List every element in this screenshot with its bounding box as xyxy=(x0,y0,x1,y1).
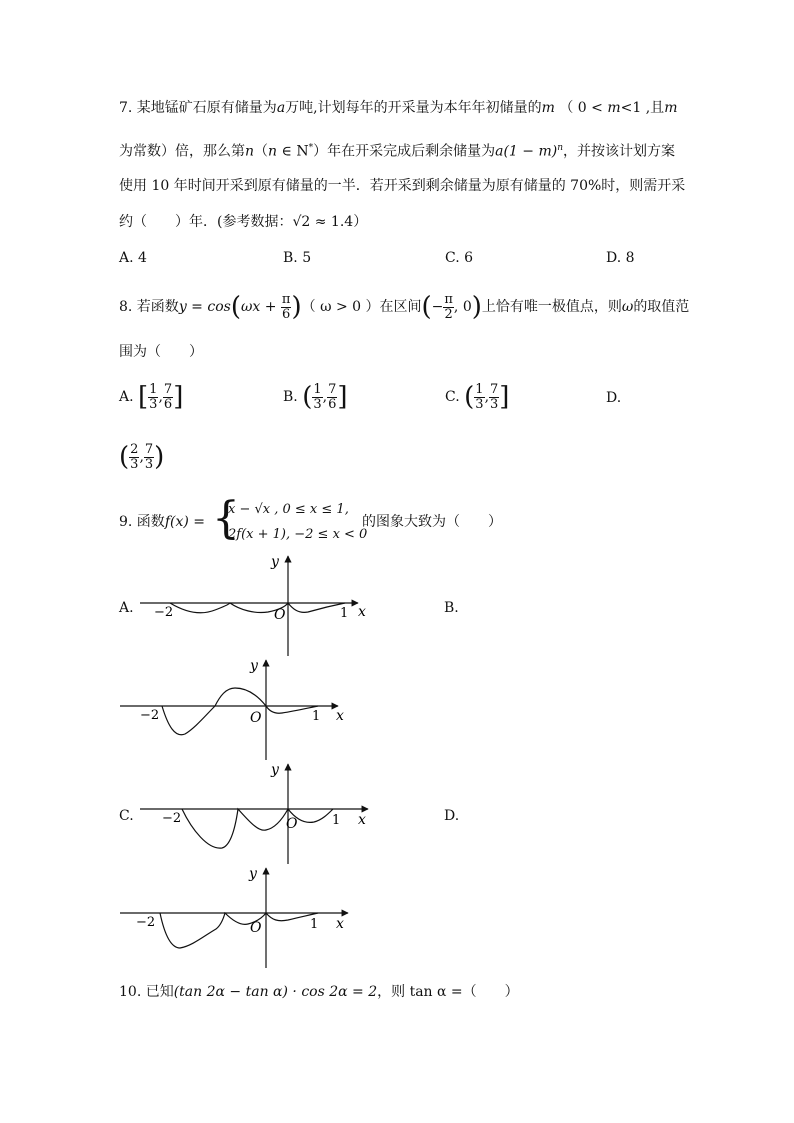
q9-stem-suffix: 的图象大致为（ ） xyxy=(362,514,502,530)
curve xyxy=(162,688,321,735)
q9-graph-d[interactable] xyxy=(120,864,360,972)
curve xyxy=(170,603,345,613)
origin-label: O xyxy=(286,816,298,832)
curve xyxy=(160,913,318,948)
origin-label: O xyxy=(250,710,262,726)
tick-1: 1 xyxy=(340,606,349,621)
origin-label: O xyxy=(274,607,286,623)
q7-line3: 使用 10 年时间开采到原有储量的一半．若开采到剩余储量为原有储量的 70%时，则需开采 xyxy=(119,178,686,194)
q9-option-a-label[interactable]: A. xyxy=(119,600,134,616)
tick-neg2: −2 xyxy=(162,811,182,826)
q7-line4: 约（ ）年．(参考数据：√2 ≈ 1.4） xyxy=(119,214,368,230)
y-label: y xyxy=(271,762,279,778)
q9-option-b-label[interactable]: B. xyxy=(444,600,459,616)
q8-option-d-label[interactable]: D. xyxy=(606,390,622,406)
q9-stem-prefix: 9. 函数f(x) = xyxy=(119,514,205,530)
y-label: y xyxy=(249,866,257,882)
q8-option-b[interactable]: B. ( $\frac{1}{3}$ , $\frac{7}{6}$ ] xyxy=(283,381,348,412)
x-label: x xyxy=(336,916,344,932)
q9-case2: 2f(x + 1), −2 ≤ x < 0 xyxy=(228,527,368,542)
q10-line: 10. 已知(tan 2α − tan α) · cos 2α = 2，则 tan α =（ ） xyxy=(119,984,519,1000)
tick-1: 1 xyxy=(310,917,319,932)
y-label: y xyxy=(271,554,279,570)
tick-neg2: −2 xyxy=(140,708,160,723)
q8-option-a[interactable]: A. [ $\frac{1}{3}$ , $\frac{7}{6}$ ] xyxy=(119,381,184,412)
x-label: x xyxy=(336,708,344,724)
q8-line2: 围为（ ） xyxy=(119,344,203,360)
q7-option-a[interactable]: A. 4 xyxy=(119,250,147,266)
q8-line1: 8. 若函数y = cos(ωx + $\frac{\pi}{6}$ )（ ω > 0 ）在区间(− $\frac{\pi}{2}$ , 0)上恰有唯一极值点，则ω的取值范 xyxy=(119,291,690,322)
q9-graph-b[interactable] xyxy=(120,656,360,766)
q9-option-d-label[interactable]: D. xyxy=(444,808,460,824)
q8-pi-over-2: $\frac{\pi}{2}$ xyxy=(444,291,453,322)
q8-option-c[interactable]: C. ( $\frac{1}{3}$ , $\frac{7}{3}$ ] xyxy=(445,381,510,412)
q9-case1: x − √x , 0 ≤ x ≤ 1, xyxy=(228,502,349,517)
y-label: y xyxy=(250,658,258,674)
q9-option-c-label[interactable]: C. xyxy=(119,808,134,824)
q9-case-brace: { xyxy=(212,493,240,544)
q7-line2: 为常数）倍，那么第n（n ∈ N*）年在开采完成后剩余储量为$a(1 - m)^n$，并按该计划方案 xyxy=(119,143,675,160)
q7-option-c[interactable]: C. 6 xyxy=(445,250,474,266)
x-label: x xyxy=(358,812,366,828)
q7-option-b[interactable]: B. 5 xyxy=(283,250,312,266)
q7-line1: 7. 某地锰矿石原有储量为a万吨,计划每年的开采量为本年年初储量的m （ 0 < m<1 ,且m xyxy=(119,100,678,116)
tick-neg2: −2 xyxy=(136,915,156,930)
q8-option-d[interactable]: ( $\frac{2}{3}$ , $\frac{7}{3}$ ) xyxy=(119,441,165,472)
origin-label: O xyxy=(250,920,262,936)
tick-1: 1 xyxy=(312,709,321,724)
q8-pi-over-6: $\frac{\pi}{6}$ xyxy=(281,291,291,322)
tick-1: 1 xyxy=(332,813,341,828)
curve xyxy=(182,809,333,848)
tick-neg2: −2 xyxy=(154,605,174,620)
q7-option-d[interactable]: D. 8 xyxy=(606,250,635,266)
q9-graph-c[interactable] xyxy=(140,760,380,868)
x-label: x xyxy=(358,604,366,620)
q9-graph-a[interactable] xyxy=(140,552,380,660)
